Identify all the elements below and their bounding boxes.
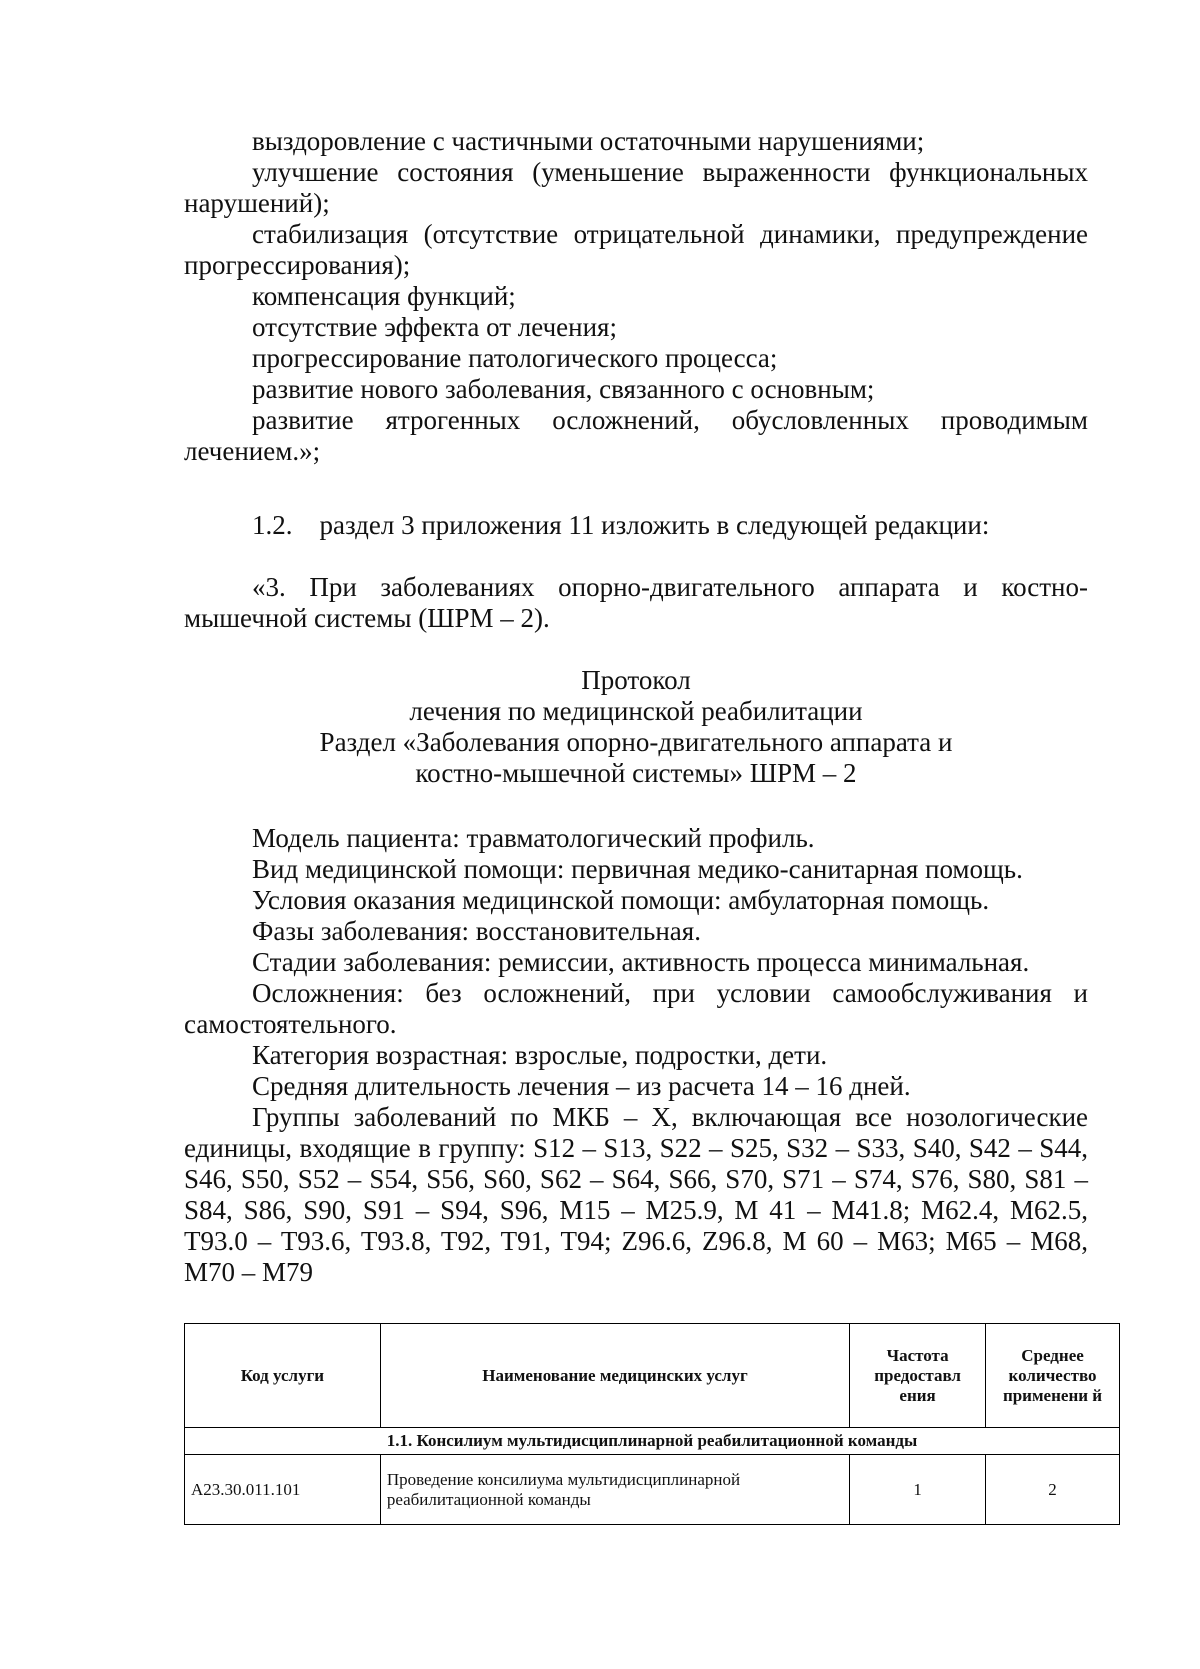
cell-code: A23.30.011.101	[185, 1455, 381, 1525]
param-line: Вид медицинской помощи: первичная медико-санитарная помощь.	[252, 854, 1023, 884]
intro-item: улучшение состояния (уменьшение выраженности функциональных нарушений);	[184, 157, 1088, 218]
param-line: Средняя длительность лечения – из расчета 14 – 16 дней.	[252, 1071, 911, 1101]
table-row	[185, 1455, 1120, 1525]
param-line: Стадии заболевания: ремиссии, активность процесса минимальная.	[252, 947, 1030, 977]
intro-item: выздоровление с частичными остаточными нарушениями;	[252, 126, 925, 156]
header-average-count: Среднее количество применени й	[986, 1324, 1120, 1428]
cell-average-count: 2	[986, 1455, 1120, 1525]
param-line: Осложнения: без осложнений, при условии самообслуживания и самостоятельного.	[184, 978, 1088, 1039]
protocol-title	[184, 665, 1088, 789]
header-code: Код услуги	[185, 1324, 381, 1428]
intro-list	[184, 126, 1088, 467]
cell-frequency: 1	[850, 1455, 986, 1525]
services-table	[184, 1323, 1120, 1525]
header-service-name: Наименование медицинских услуг	[380, 1324, 849, 1428]
protocol-title-line: Раздел «Заболевания опорно-двигательного аппарата и	[319, 727, 953, 757]
protocol-params	[184, 823, 1088, 1288]
protocol-title-line: Протокол	[581, 665, 691, 695]
table-header-row	[185, 1324, 1120, 1428]
intro-item: отсутствие эффекта от лечения;	[252, 312, 617, 342]
intro-item: развитие нового заболевания, связанного с основным;	[252, 374, 875, 404]
protocol-title-line: костно-мышечной системы» ШРМ – 2	[415, 758, 857, 788]
intro-item: развитие ятрогенных осложнений, обусловленных проводимым лечением.»;	[184, 405, 1088, 466]
section-3-heading	[184, 572, 1088, 634]
param-line: Условия оказания медицинской помощи: амбулаторная помощь.	[252, 885, 990, 915]
intro-item: компенсация функций;	[252, 281, 516, 311]
intro-item: стабилизация (отсутствие отрицательной динамики, предупреждение прогрессирования);	[184, 219, 1088, 280]
param-line: Фазы заболевания: восстановительная.	[252, 916, 701, 946]
table-section-row	[185, 1428, 1120, 1455]
intro-item: прогрессирование патологического процесса;	[252, 343, 778, 373]
param-line: Категория возрастная: взрослые, подростки, дети.	[252, 1040, 828, 1070]
protocol-title-line: лечения по медицинской реабилитации	[409, 696, 863, 726]
section-3-text: «3. При заболеваниях опорно-двигательного аппарата и костно-мышечной системы (ШРМ – 2).	[184, 572, 1088, 633]
param-line: Группы заболеваний по МКБ – Х, включающая все нозологические единицы, входящие в группу: S12 – S13, S22 – S25, S32 – S33, S40, S42 – S44, S46, S50, S52 – S54, S56, S60, S62 – S64, S66, S70, S71 – S74, S76, S80, S81 – S84, S86, S90, S91 – S94, S96, M15 – M25.9, M 41 – M41.8; M62.4, M62.5, T93.0 – T93.6, T93.8, T92, T91, T94; Z96.6, Z96.8, M 60 – M63; M65 – M68, M70 – M79	[184, 1102, 1088, 1287]
cell-service-name: Проведение консилиума мультидисциплинарной реабилитационной команды	[380, 1455, 849, 1525]
amendment-text: 1.2. раздел 3 приложения 11 изложить в следующей редакции:	[252, 510, 990, 540]
amendment-item-1-2	[184, 510, 1088, 541]
header-frequency: Частота предоставл ения	[850, 1324, 986, 1428]
param-line: Модель пациента: травматологический профиль.	[252, 823, 815, 853]
section-label: 1.1. Консилиум мультидисциплинарной реабилитационной команды	[185, 1428, 1120, 1455]
